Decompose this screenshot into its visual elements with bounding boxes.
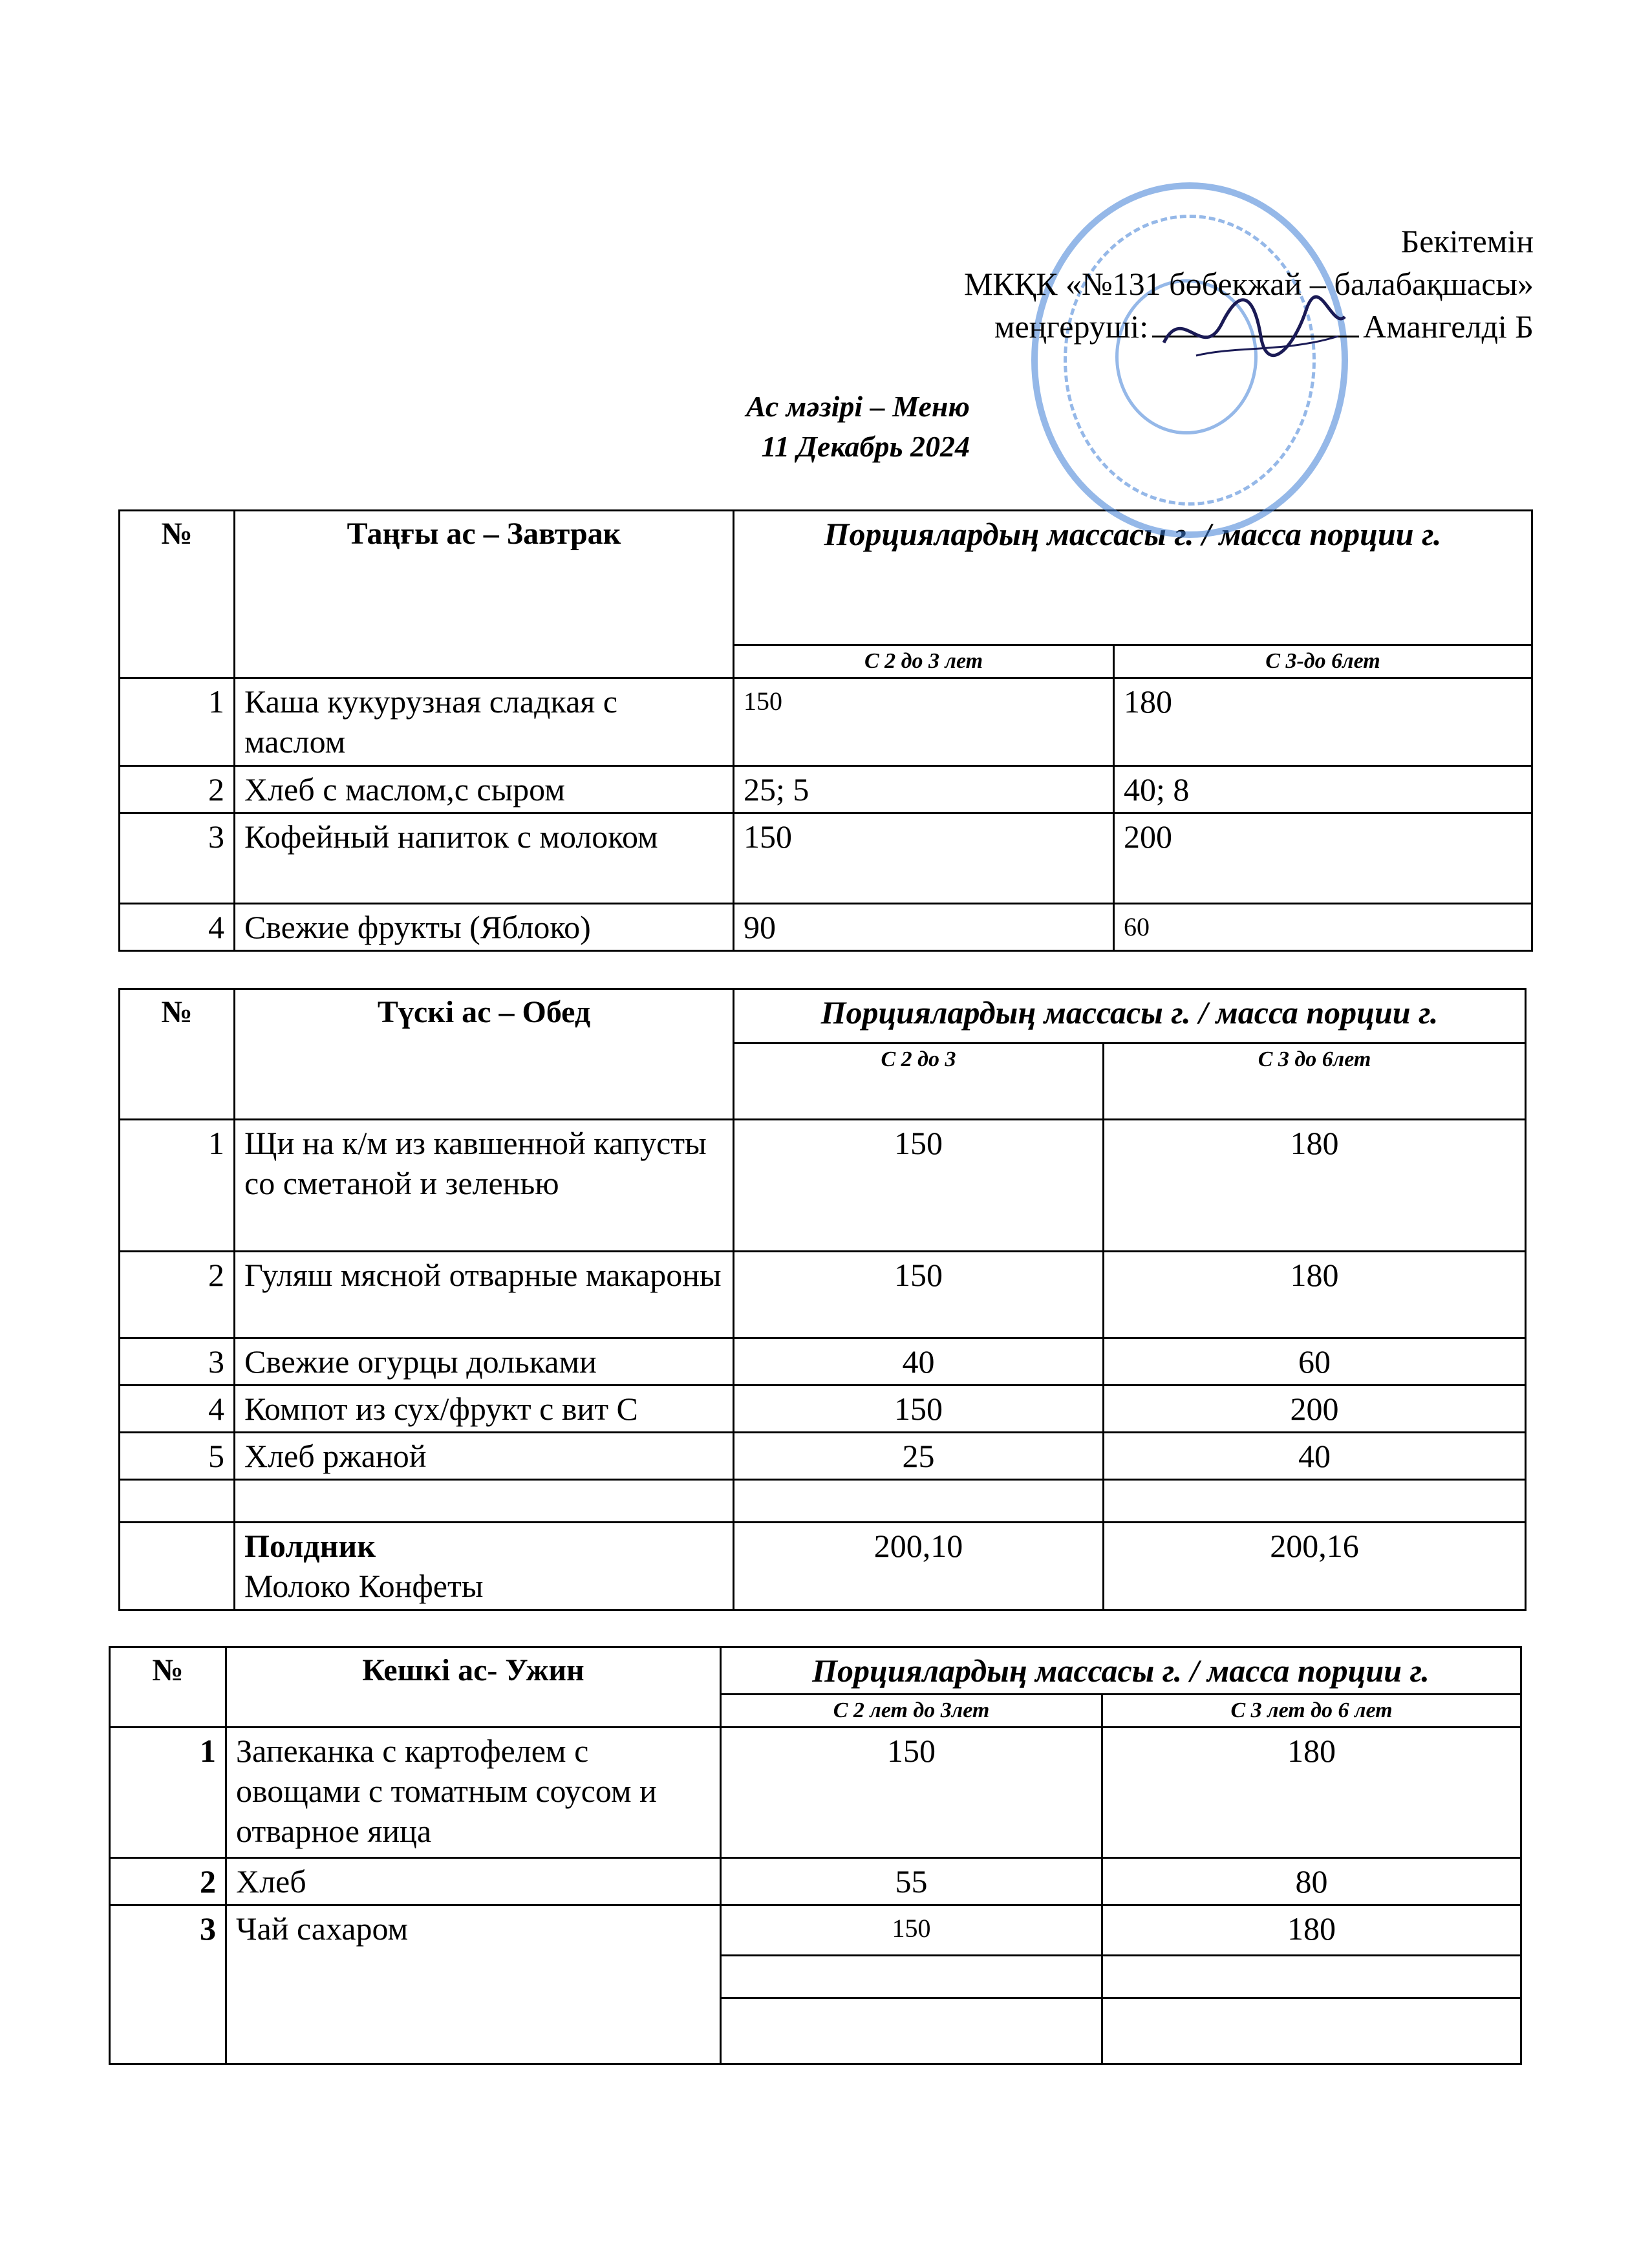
approval-position: меңгерушi: bbox=[994, 308, 1149, 345]
lunch-age2: С 3 до 6лет bbox=[1104, 1043, 1526, 1120]
table-row: 4 Компот из сух/фрукт с вит С 150 200 bbox=[120, 1385, 1526, 1433]
table-row: 3 Кофейный напиток с молоком 150 200 bbox=[120, 813, 1532, 904]
approval-line1: Бекітемін bbox=[1400, 223, 1534, 259]
snack-mass-1: 200,10 bbox=[734, 1523, 1104, 1610]
table-row: 5 Хлеб ржаной 25 40 bbox=[120, 1433, 1526, 1480]
table-row: 3 Чай сахаром 150 180 bbox=[110, 1905, 1521, 1956]
dinner-col-name: Кешкі ас- Ужин bbox=[226, 1647, 721, 1728]
breakfast-table bbox=[118, 509, 1533, 952]
lunch-table bbox=[118, 988, 1527, 1611]
breakfast-col-mass: Порциялардың массасы г. / масса порции г. bbox=[734, 511, 1532, 645]
dinner-table bbox=[109, 1646, 1522, 2065]
breakfast-age2: С 3-до 6лет bbox=[1114, 645, 1532, 678]
dinner-age1: С 2 лет до 3лет bbox=[721, 1695, 1102, 1728]
lunch-col-no: № bbox=[120, 989, 235, 1120]
dinner-age2: С 3 лет до 6 лет bbox=[1102, 1695, 1521, 1728]
table-row: 3 Свежие огурцы дольками 40 60 bbox=[120, 1338, 1526, 1385]
signature-icon bbox=[1157, 291, 1351, 369]
approval-name: Амангелдi Б bbox=[1363, 308, 1534, 345]
snack-title: Полдник bbox=[244, 1528, 376, 1564]
table-row: 2 Гуляш мясной отварные макароны 150 180 bbox=[120, 1252, 1526, 1338]
menu-title bbox=[0, 387, 970, 467]
table-row: 1 Запеканка с картофелем с овощами с томатным соусом и отварное яица 150 180 bbox=[110, 1728, 1521, 1858]
menu-title-line1: Ас мәзiрi – Меню bbox=[745, 390, 970, 423]
table-row: 1 Щи на к/м из кавшенной капусты со сметаной и зеленью 150 180 bbox=[120, 1120, 1526, 1252]
lunch-col-mass: Порциялардың массасы г. / масса порции г. bbox=[734, 989, 1526, 1043]
snack-row bbox=[120, 1523, 1526, 1610]
table-row: 2 Хлеб 55 80 bbox=[110, 1858, 1521, 1905]
breakfast-age1: С 2 до 3 лет bbox=[734, 645, 1114, 678]
lunch-col-name: Түскі ас – Обед bbox=[235, 989, 734, 1120]
dinner-col-no: № bbox=[110, 1647, 226, 1728]
breakfast-col-name: Таңғы ас – Завтрак bbox=[235, 511, 734, 678]
table-row: 2 Хлеб с маслом,с сыром 25; 5 40; 8 bbox=[120, 766, 1532, 813]
table-row: 1 Каша кукурузная сладкая с маслом 150 180 bbox=[120, 678, 1532, 766]
dinner-col-mass: Порциялардың массасы г. / масса порции г. bbox=[721, 1647, 1521, 1695]
lunch-age1: С 2 до 3 bbox=[734, 1043, 1104, 1120]
menu-date: 11 Декабрь 2024 bbox=[761, 430, 970, 463]
table-row-empty bbox=[120, 1480, 1526, 1523]
breakfast-col-no: № bbox=[120, 511, 235, 678]
snack-mass-2: 200,16 bbox=[1104, 1523, 1526, 1610]
snack-items: Молоко Конфеты bbox=[244, 1568, 484, 1604]
table-row: 4 Свежие фрукты (Яблоко) 90 60 bbox=[120, 904, 1532, 951]
approval-line2: МКҚК «№131 бөбекжай – балабақшасы» bbox=[963, 266, 1534, 302]
